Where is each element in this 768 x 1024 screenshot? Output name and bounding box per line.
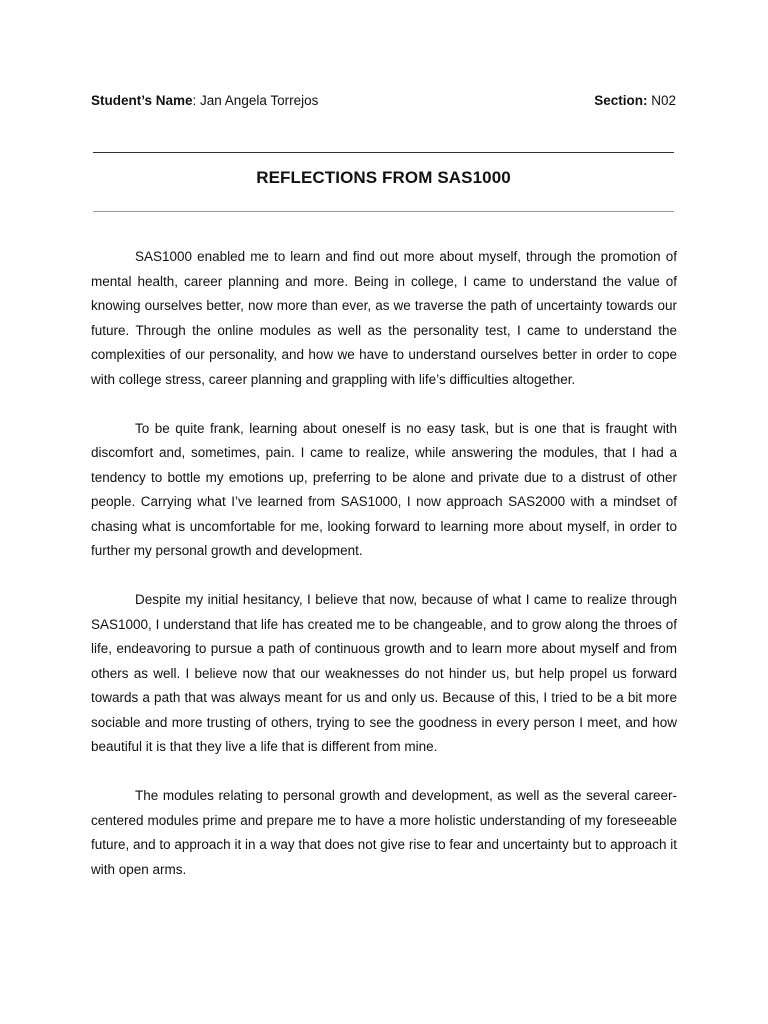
paragraph-3: Despite my initial hesitancy, I believe that now, because of what I came to realize through SAS1000, I understand that life has created me to be changeable, and to grow along the throes of life, endeavoring to pursue a path of continuous growth and to learn more about myself and from others as well. I believe now that our weaknesses do not hinder us, but help propel us forward towards a path that was always meant for us and only us. Because of this, I tried to be a bit more sociable and more trusting of others, trying to see the goodness in every person I meet, and how beautiful it is that they live a life that is different from mine. — [91, 592, 677, 754]
paragraph-2: To be quite frank, learning about oneself is no easy task, but is one that is fraught with discomfort and, sometimes, pain. I came to realize, while answering the modules, that I had a tendency to bottle my emotions up, preferring to be alone and private due to a distrust of other people. Carrying what I’ve learned from SAS1000, I now approach SAS2000 with a mindset of chasing what is uncomfortable for me, looking forward to learning more about myself, in order to further my personal growth and development. — [91, 420, 677, 558]
student-name-label: Student’s Name — [91, 93, 193, 108]
page-title: REFLECTIONS FROM SAS1000 — [256, 168, 511, 187]
section-value: N02 — [647, 93, 676, 108]
student-name-value: : Jan Angela Torrejos — [192, 93, 319, 108]
document-header — [91, 91, 676, 111]
student-name-field — [91, 91, 318, 111]
reflection-body — [91, 245, 677, 907]
section-field — [594, 91, 676, 111]
section-label: Section: — [594, 93, 648, 108]
paragraph-1: SAS1000 enabled me to learn and find out more about myself, through the promotion of mental health, career planning and more. Being in college, I came to understand the value of knowing ourselves better, now more than ever, as we traverse the path of uncertainty towards our future. Through the online modules as well as the personality test, I came to understand the complexities of our personality, and how we have to understand ourselves better in order to cope with college stress, career planning and grappling with life’s difficulties altogether. — [91, 249, 677, 387]
title-bottom-rule — [93, 211, 674, 212]
title-top-rule — [93, 152, 674, 153]
paragraph-4: The modules relating to personal growth and development, as well as the several career-centered modules prime and prepare me to have a more holistic understanding of my foreseeable future, and to approach it in a way that does not give rise to fear and uncertainty but to approach it with open arms. — [91, 788, 677, 877]
